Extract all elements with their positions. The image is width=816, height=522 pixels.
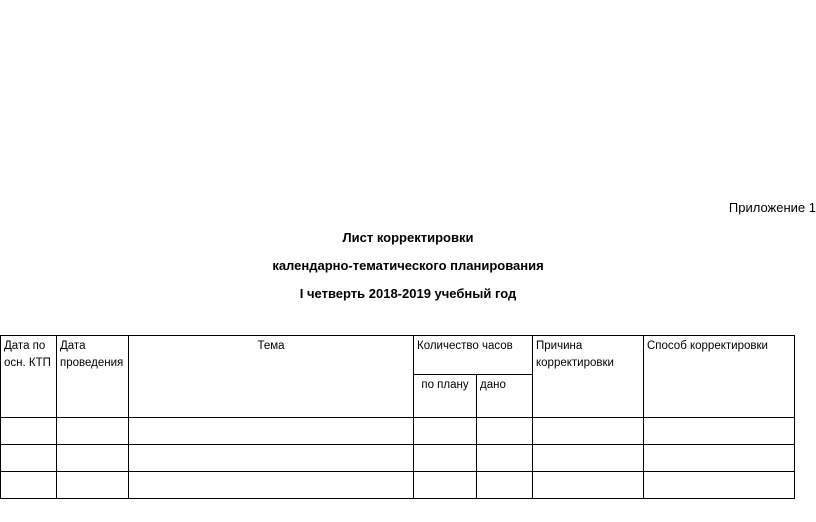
header-reason: Причина корректировки <box>533 336 644 418</box>
table-cell <box>644 472 795 499</box>
table-row <box>1 445 795 472</box>
table-cell <box>57 472 129 499</box>
table-cell <box>533 418 644 445</box>
table-cell <box>57 418 129 445</box>
table-cell <box>477 418 533 445</box>
table-cell <box>129 445 414 472</box>
table-cell <box>1 445 57 472</box>
table-row <box>1 418 795 445</box>
table-cell <box>414 445 477 472</box>
header-hours-plan: по плану <box>414 375 477 418</box>
table-cell <box>57 445 129 472</box>
table-cell <box>1 418 57 445</box>
header-hours: Количество часов <box>414 336 533 375</box>
table-cell <box>533 445 644 472</box>
header-date-ktp: Дата по осн. КТП <box>1 336 57 418</box>
table-cell <box>477 445 533 472</box>
table-cell <box>414 472 477 499</box>
table-cell <box>644 418 795 445</box>
document-period: I четверть 2018-2019 учебный год <box>299 286 517 301</box>
document-title: Лист корректировки <box>342 230 474 245</box>
document-subtitle: календарно-тематического планирования <box>272 258 544 273</box>
appendix-label: Приложение 1 <box>728 200 816 215</box>
correction-table <box>0 335 795 499</box>
table-cell <box>129 418 414 445</box>
table-row <box>1 472 795 499</box>
table-cell <box>414 418 477 445</box>
header-method: Способ корректировки <box>644 336 795 418</box>
header-row <box>1 336 795 375</box>
table-cell <box>477 472 533 499</box>
table-cell <box>644 445 795 472</box>
table-cell <box>129 472 414 499</box>
header-date-held: Дата проведения <box>57 336 129 418</box>
table-body <box>1 418 795 499</box>
table-cell <box>533 472 644 499</box>
header-hours-given: дано <box>477 375 533 418</box>
header-topic: Тема <box>129 336 414 418</box>
table-cell <box>1 472 57 499</box>
